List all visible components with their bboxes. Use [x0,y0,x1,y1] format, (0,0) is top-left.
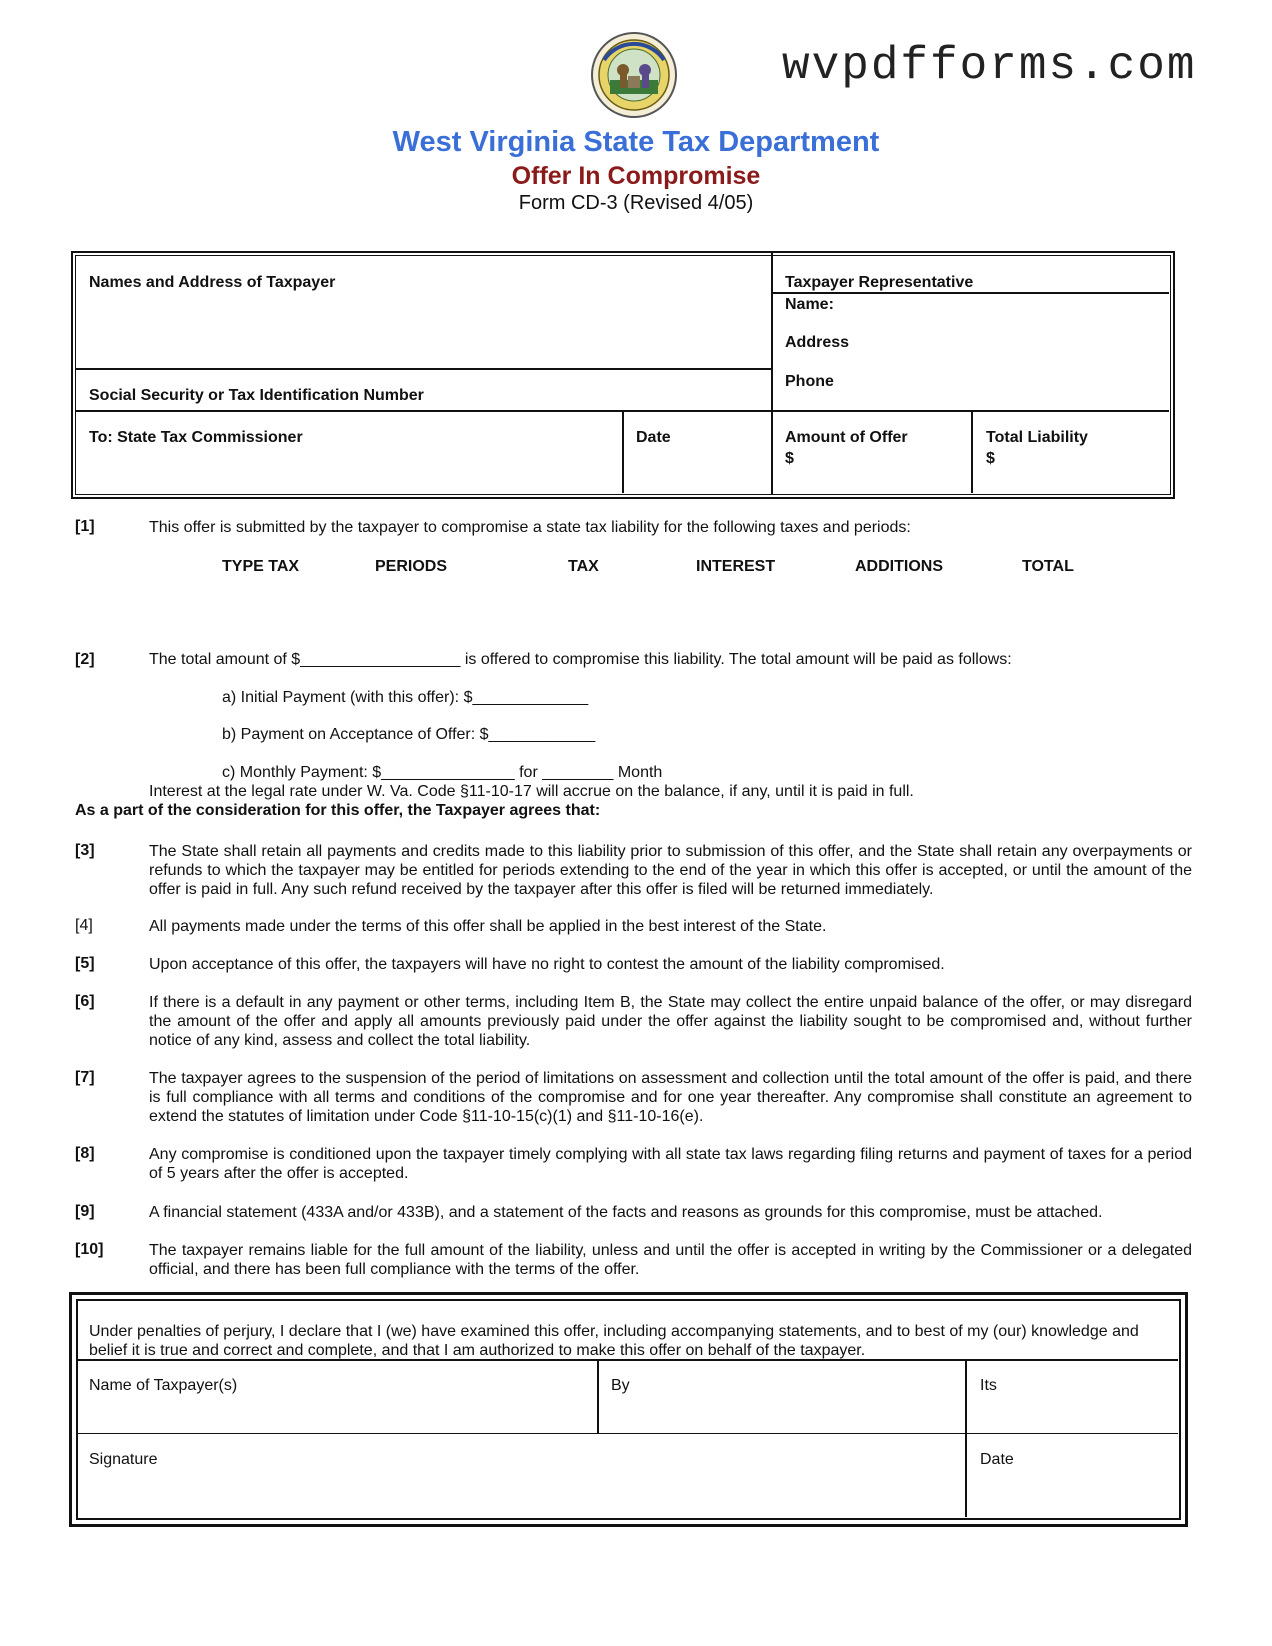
item-5-text: Upon acceptance of this offer, the taxpayers will have no right to contest the amount of the liability compromised. [149,956,945,973]
item-10-number: [10] [75,1241,104,1258]
date-label: Date [636,429,671,446]
column-total: TOTAL [1022,558,1074,575]
item-6-text: If there is a default in any payment or other terms, including Item B, the State may collect the entire unpaid balance of the offer, or may disregard the amount of the offer and apply all amounts previously paid under the offer against the liability sought to be compromised and, without further notice of any kind, assess and collect the total liability. [149,994,1192,1049]
to-commissioner-label: To: State Tax Commissioner [89,429,303,446]
taxpayer-name-field[interactable]: Name of Taxpayer(s) [89,1377,238,1394]
column-interest: INTEREST [696,558,776,575]
item-2-text: The total amount of $__________________ is offered to compromise this liability. The total amount will be paid as follows: [149,651,1012,668]
item-7-number: [7] [75,1069,95,1086]
initial-payment-line[interactable]: a) Initial Payment (with this offer): $_____________ [222,689,589,706]
by-field[interactable]: By [611,1377,630,1394]
item-9-text: A financial statement (433A and/or 433B), and a statement of the facts and reasons as grounds for this compromise, must be attached. [149,1204,1103,1221]
item-9-number: [9] [75,1203,95,1220]
state-seal-icon [590,30,678,120]
watermark: wvpdfforms.com [782,40,1197,92]
names-address-label: Names and Address of Taxpayer [89,274,336,291]
column-type-tax: TYPE TAX [222,558,300,575]
column-tax: TAX [568,558,599,575]
consideration-heading: As a part of the consideration for this offer, the Taxpayer agrees that: [75,802,601,819]
column-periods: PERIODS [375,558,448,575]
interest-note: Interest at the legal rate under W. Va. Code §11-10-17 will accrue on the balance, if any, until it is paid in full. [149,783,914,800]
rep-phone-label: Phone [785,373,834,390]
rep-address-label: Address [785,334,850,351]
department-title: West Virginia State Tax Department [392,126,880,158]
amount-offer-currency: $ [785,450,794,467]
item-5-number: [5] [75,955,95,972]
monthly-payment-line[interactable]: c) Monthly Payment: $_______________ for ________ Month [222,764,663,781]
column-additions: ADDITIONS [855,558,943,575]
ssn-label: Social Security or Tax Identification Number [89,387,424,404]
item-8-text: Any compromise is conditioned upon the taxpayer timely complying with all state tax laws regarding filing returns and payment of taxes for a period of 5 years after the offer is accepted. [149,1146,1192,1182]
item-2-number: [2] [75,651,95,668]
item-8-number: [8] [75,1145,95,1162]
item-1-text: This offer is submitted by the taxpayer to compromise a state tax liability for the following taxes and periods: [149,519,911,536]
signature-date-field[interactable]: Date [980,1451,1014,1468]
item-7-text: The taxpayer agrees to the suspension of the period of limitations on assessment and collection until the total amount of the offer is paid, and there is full compliance with all terms and conditions of the compromise and for one year thereafter. Any compromise shall constitute an agreement to extend the statutes of limitation under Code §11-10-15(c)(1) and §11-10-16(e). [149,1070,1192,1125]
item-4-number: [4] [75,917,93,934]
item-10-text: The taxpayer remains liable for the full amount of the liability, unless and until the offer is accepted in writing by the Commissioner or a delegated official, and there has been full compliance with the terms of the offer. [149,1242,1192,1278]
item-3-text: The State shall retain all payments and credits made to this liability prior to submission of this offer, and the State shall retain any overpayments or refunds to which the taxpayer may be entitled for periods extending to the end of the year in which this offer is accepted, or until the amount of the offer is paid in full. Any such refund received by the taxpayer after this offer is filed will be returned immediately. [149,843,1192,898]
its-field[interactable]: Its [980,1377,997,1394]
form-number: Form CD-3 (Revised 4/05) [518,192,754,214]
item-4-text: All payments made under the terms of this offer shall be applied in the best interest of the State. [149,918,827,935]
form-title: Offer In Compromise [511,162,761,190]
item-1-number: [1] [75,518,95,535]
rep-name-label: Name: [785,296,834,313]
representative-label: Taxpayer Representative [785,274,974,291]
item-3-number: [3] [75,842,95,859]
amount-offer-label: Amount of Offer [785,429,908,446]
total-liability-currency: $ [986,450,995,467]
total-liability-label: Total Liability [986,429,1088,446]
acceptance-payment-line[interactable]: b) Payment on Acceptance of Offer: $____________ [222,726,596,743]
item-6-number: [6] [75,993,95,1010]
perjury-declaration: Under penalties of perjury, I declare that I (we) have examined this offer, including accompanying statements, and to best of my (our) knowledge and belief it is true and correct and complete, and that I am authorized to make this offer on behalf of the taxpayer. [89,1323,1139,1359]
signature-field[interactable]: Signature [89,1451,158,1468]
